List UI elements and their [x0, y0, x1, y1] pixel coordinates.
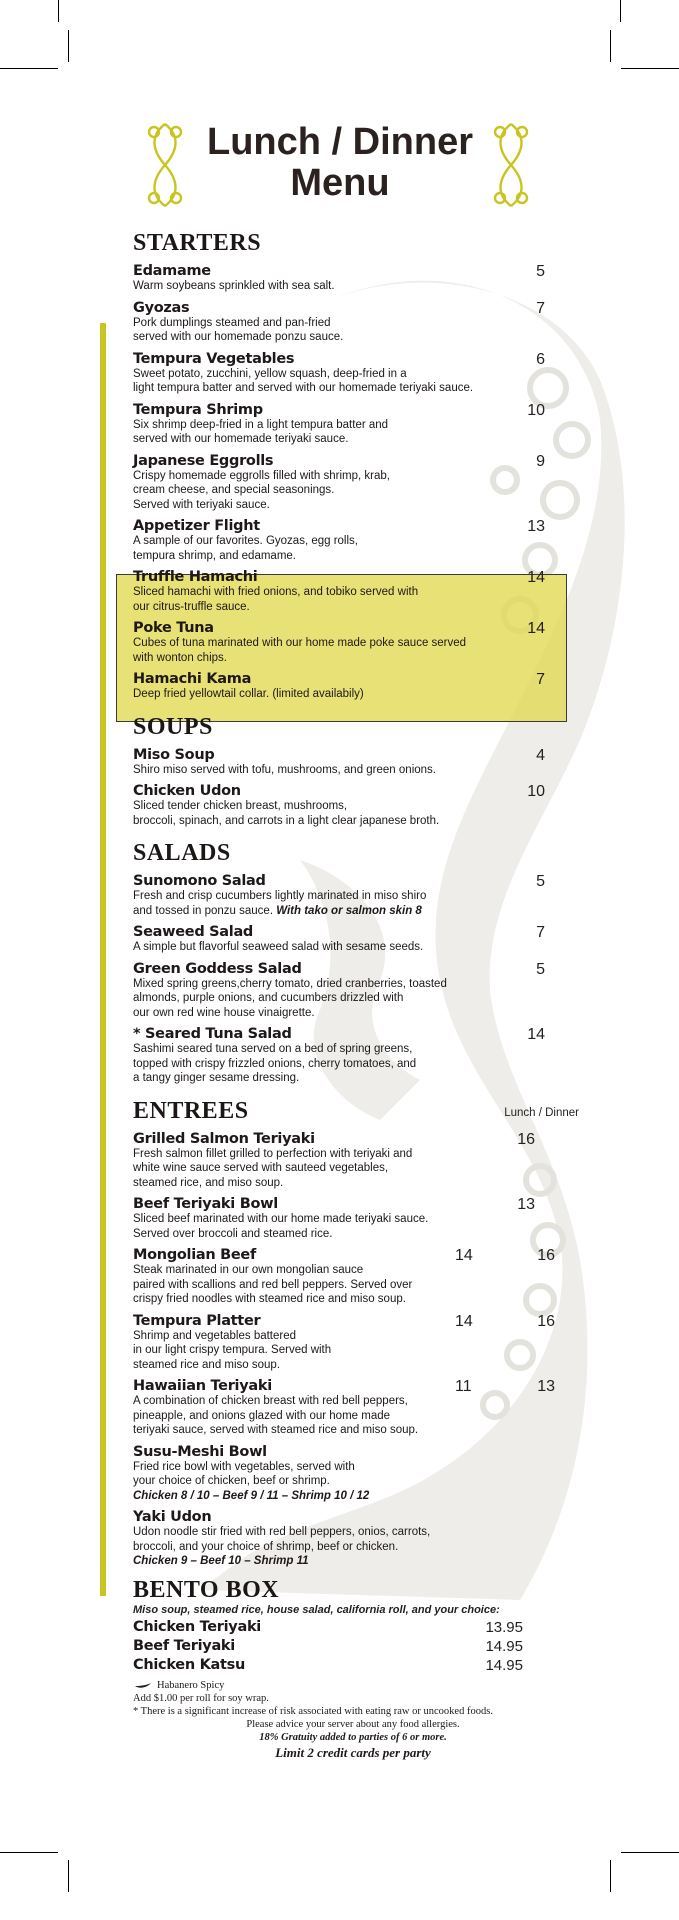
item-price: 7 [536, 671, 545, 688]
item-description [133, 534, 573, 563]
section-heading: SOUPS [133, 713, 213, 740]
description-line: light tempura batter and served with our homemade teriyaki sauce. [133, 382, 474, 394]
lunch-price: 14 [455, 1247, 473, 1264]
dinner-price: 16 [537, 1247, 555, 1264]
description-line: A combination of chicken breast with red bell peppers, [133, 1395, 408, 1407]
item-name: Miso Soup [133, 746, 215, 763]
raw-food-warning: * There is a significant increase of risk associated with eating raw or uncooked foods. [133, 1705, 493, 1717]
item-description [133, 799, 573, 828]
item-price: 10 [527, 783, 545, 800]
item-description [133, 977, 573, 1021]
spicy-label: Habanero Spicy [157, 1679, 225, 1691]
item-price: 7 [536, 299, 545, 317]
dinner-price: 16 [537, 1312, 555, 1330]
item-description [133, 1394, 573, 1438]
item-price: 14 [527, 620, 545, 637]
item-description [133, 1147, 573, 1191]
item-price: 13 [517, 1196, 535, 1213]
menu-item [133, 263, 573, 294]
description-line: crispy fried noodles with steamed rice and miso soup. [133, 1293, 406, 1305]
item-name: Appetizer Flight [133, 518, 260, 534]
description-line: almonds, purple onions, and cucumbers drizzled with [133, 992, 404, 1004]
footer-notes [133, 1679, 573, 1759]
item-extra-option: With tako or salmon skin 8 [276, 904, 422, 917]
item-name: Japanese Eggrolls [133, 452, 274, 469]
item-description [133, 316, 573, 345]
description-line: Shiro miso served with tofu, mushrooms, and green onions. [133, 763, 436, 776]
menu-item [133, 620, 573, 665]
description-line: and tossed in ponzu sauce. With tako or salmon skin 8 [133, 904, 422, 917]
item-name: Chicken Katsu [133, 1656, 245, 1673]
item-description [133, 418, 573, 447]
item-prices [455, 1378, 555, 1396]
description-line: Fresh salmon fillet grilled to perfection with teriyaki and [133, 1147, 413, 1160]
accent-side-bar [100, 323, 106, 1596]
description-line: topped with crispy frizzled onions, cherry tomatoes, and [133, 1057, 417, 1070]
menu-item [133, 1247, 573, 1307]
item-price: 13 [527, 518, 545, 535]
description-line: Cubes of tuna marinated with our home made poke sauce served [133, 637, 467, 649]
menu-item [133, 1619, 573, 1635]
menu-item [133, 402, 573, 447]
gratuity-note: 18% Gratuity added to parties of 6 or more. [259, 1731, 447, 1743]
menu-item [133, 1196, 573, 1241]
item-description [133, 1042, 573, 1086]
menu-item [133, 783, 573, 828]
allergy-advice: Please advice your server about any food allergies. [246, 1718, 460, 1730]
credit-card-limit: Limit 2 credit cards per party [275, 1744, 431, 1760]
item-description [133, 889, 573, 918]
description-line: pineapple, and onions glazed with our home made [133, 1409, 391, 1422]
menu-item [133, 518, 573, 563]
item-name: Yaki Udon [133, 1509, 212, 1525]
menu-item [133, 671, 573, 702]
item-price: 14 [527, 1026, 545, 1043]
item-options: Chicken 8 / 10 – Beef 9 / 11 – Shrimp 10 / 12 [133, 1489, 370, 1502]
description-line: Deep fried yellowtail collar. (limited availabily) [133, 688, 364, 700]
description-line: A simple but flavorful seaweed salad with sesame seeds. [133, 941, 424, 953]
menu-title [170, 122, 510, 204]
menu-item [133, 1657, 573, 1673]
item-price: 4 [536, 746, 545, 764]
description-line: Served over broccoli and steamed rice. [133, 1227, 333, 1240]
item-name: Chicken Teriyaki [133, 1618, 261, 1635]
item-name: Tempura Platter [133, 1312, 261, 1329]
item-description [133, 940, 573, 955]
description-line: paired with scallions and red bell peppers. Served over [133, 1278, 413, 1291]
starters-section [133, 230, 573, 702]
bento-section [133, 1577, 573, 1673]
item-description [133, 687, 573, 702]
item-price: 9 [536, 452, 545, 470]
description-line: Sashimi seared tuna served on a bed of spring greens, [133, 1043, 413, 1055]
menu-item [133, 1313, 573, 1373]
menu-item [133, 351, 573, 396]
item-name: Tempura Shrimp [133, 401, 263, 418]
item-price: 6 [536, 350, 545, 368]
description-line: Sliced hamachi with fried onions, and tobiko served with [133, 586, 419, 598]
description-line: Sweet potato, zucchini, yellow squash, deep-fried in a [133, 367, 407, 380]
menu-item [133, 453, 573, 513]
description-line: Warm soybeans sprinkled with sea salt. [133, 280, 335, 292]
item-description [133, 279, 573, 294]
item-name: Chicken Udon [133, 783, 241, 799]
item-name: Tempura Vegetables [133, 350, 295, 367]
section-heading: ENTREES [133, 1097, 249, 1124]
lunch-price: 11 [455, 1378, 472, 1395]
menu-item [133, 1026, 573, 1086]
menu-item [133, 569, 573, 614]
section-heading: STARTERS [133, 230, 262, 256]
item-description [133, 1263, 573, 1307]
menu-item [133, 1378, 573, 1438]
menu-item [133, 873, 573, 918]
item-price: 5 [536, 873, 545, 890]
item-description [133, 636, 573, 665]
description-line: A sample of our favorites. Gyozas, egg rolls, [133, 535, 358, 547]
item-name: Hamachi Kama [133, 671, 252, 687]
description-line: teriyaki sauce, served with steamed rice and miso soup. [133, 1424, 419, 1436]
menu-item [133, 1509, 573, 1569]
description-line: Udon noodle stir fried with red bell peppers, onios, carrots, [133, 1526, 431, 1538]
description-line: Fried rice bowl with vegetables, served with [133, 1460, 355, 1473]
item-description [133, 1329, 573, 1373]
description-line: with wonton chips. [133, 651, 227, 664]
item-price: 13.95 [485, 1618, 523, 1636]
description-line: Pork dumplings steamed and pan-fried [133, 316, 331, 329]
item-description [133, 1212, 573, 1241]
description-line: our citrus-truffle sauce. [133, 600, 250, 613]
item-name: Green Goddess Salad [133, 960, 302, 977]
soups-section [133, 714, 573, 829]
description-line: a tangy ginger sesame dressing. [133, 1072, 300, 1084]
description-line: Crispy homemade eggrolls filled with shrimp, krab, [133, 469, 390, 482]
salads-section [133, 840, 573, 1086]
menu-item [133, 1638, 573, 1654]
item-name: Beef Teriyaki [133, 1637, 235, 1654]
description-line: steamed rice and miso soup. [133, 1358, 281, 1371]
description-line: cream cheese, and special seasonings. [133, 484, 335, 496]
menu-item [133, 961, 573, 1021]
spicy-legend [133, 1679, 573, 1692]
item-name: * Seared Tuna Salad [133, 1026, 292, 1042]
description-line: white wine sauce served with sauteed vegetables, [133, 1162, 389, 1174]
menu-title-line: Menu [290, 162, 390, 204]
item-options: Chicken 9 – Beef 10 – Shrimp 11 [133, 1555, 309, 1567]
item-price: 5 [536, 960, 545, 978]
description-line: tempura shrimp, and edamame. [133, 549, 296, 562]
item-name: Beef Teriyaki Bowl [133, 1196, 278, 1212]
description-line: Served with teriyaki sauce. [133, 498, 270, 511]
lunch-price: 14 [455, 1312, 473, 1330]
description-line: Sliced beef marinated with our home made teriyaki sauce. [133, 1213, 429, 1225]
item-name: Sunomono Salad [133, 873, 266, 889]
menu-title-line: Lunch / Dinner [207, 121, 473, 163]
menu-item [133, 924, 573, 955]
menu-item [133, 1444, 573, 1504]
item-prices [455, 1313, 555, 1331]
item-prices [455, 1247, 555, 1265]
item-price: 14 [527, 569, 545, 586]
item-price: 7 [536, 924, 545, 941]
section-heading: SALADS [133, 840, 231, 866]
description-line: served with our homemade teriyaki sauce. [133, 433, 349, 445]
menu-item [133, 300, 573, 345]
entrees-section [133, 1097, 579, 1569]
item-description [133, 469, 573, 513]
description-line: in our light crispy tempura. Served with [133, 1344, 332, 1356]
description-line: broccoli, and your choice of shrimp, beef or chicken. [133, 1540, 399, 1553]
item-price: 5 [536, 263, 545, 280]
item-price: 16 [517, 1130, 535, 1148]
item-description [133, 367, 573, 396]
description-line: Steak marinated in our own mongolian sauce [133, 1264, 364, 1276]
description-line: Fresh and crisp cucumbers lightly marinated in miso shiro [133, 890, 427, 902]
description-line: Six shrimp deep-fried in a light tempura batter and [133, 418, 389, 431]
description-line: Sliced tender chicken breast, mushrooms, [133, 800, 348, 812]
item-description [133, 1525, 573, 1554]
item-price: 10 [527, 401, 545, 419]
lunch-dinner-header: Lunch / Dinner [504, 1106, 579, 1119]
item-name: Seaweed Salad [133, 924, 254, 940]
dinner-price: 13 [537, 1378, 555, 1395]
item-name: Grilled Salmon Teriyaki [133, 1130, 315, 1147]
soy-wrap-note: Add $1.00 per roll for soy wrap. [133, 1692, 269, 1704]
description-line: your choice of chicken, beef or shrimp. [133, 1475, 330, 1487]
description-line: served with our homemade ponzu sauce. [133, 331, 344, 343]
item-name: Edamame [133, 263, 211, 279]
description-line: Shrimp and vegetables battered [133, 1329, 297, 1342]
item-name: Susu-Meshi Bowl [133, 1443, 267, 1460]
item-name: Hawaiian Teriyaki [133, 1378, 272, 1394]
description-line: steamed rice, and miso soup. [133, 1176, 284, 1189]
description-line: broccoli, spinach, and carrots in a light clear japanese broth. [133, 814, 440, 827]
menu-content [133, 230, 579, 1760]
item-description [133, 1460, 573, 1489]
description-line: our own red wine house vinaigrette. [133, 1006, 315, 1019]
pepper-icon [133, 1681, 153, 1689]
item-description [133, 763, 573, 778]
item-name: Poke Tuna [133, 620, 214, 636]
item-description [133, 585, 573, 614]
section-heading: BENTO BOX [133, 1576, 280, 1603]
item-name: Truffle Hamachi [133, 569, 258, 585]
bento-subtitle: Miso soup, steamed rice, house salad, california roll, and your choice: [133, 1603, 500, 1616]
item-price: 14.95 [485, 1637, 523, 1655]
menu-item [133, 1131, 573, 1191]
menu-item [133, 747, 573, 778]
item-name: Mongolian Beef [133, 1247, 256, 1263]
description-line: Mixed spring greens,cherry tomato, dried cranberries, toasted [133, 977, 447, 990]
item-name: Gyozas [133, 299, 190, 316]
item-price: 14.95 [485, 1656, 523, 1674]
